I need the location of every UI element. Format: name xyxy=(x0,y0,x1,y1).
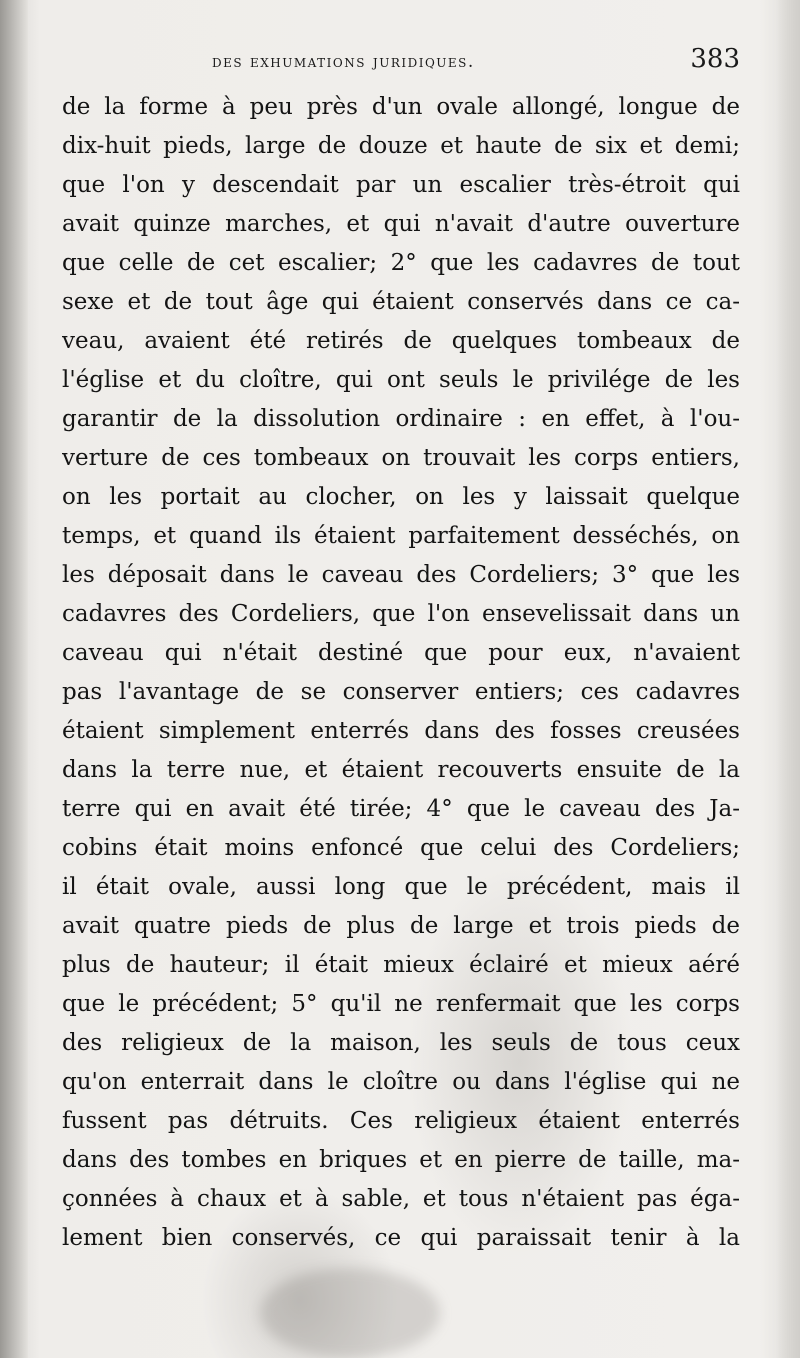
text-line: dans des tombes en briques et en pierre de taille, ma- xyxy=(62,1147,740,1173)
text-line: plus de hauteur; il était mieux éclairé et mieux aéré xyxy=(62,952,740,978)
text-line: l'église et du cloître, qui ont seuls le privilége de les xyxy=(62,367,740,393)
text-line: les déposait dans le caveau des Cordeliers; 3° que les xyxy=(62,562,740,588)
text-line: fussent pas détruits. Ces religieux étaient enterrés xyxy=(62,1108,740,1134)
text-line: de la forme à peu près d'un ovale allongé, longue de xyxy=(62,94,740,120)
text-line: temps, et quand ils étaient parfaitement desséchés, on xyxy=(62,523,740,549)
text-line: cobins était moins enfoncé que celui des Cordeliers; xyxy=(62,835,740,861)
text-line: verture de ces tombeaux on trouvait les corps entiers, xyxy=(62,445,740,471)
page-binding-shadow xyxy=(0,0,28,1358)
page-edge-shadow xyxy=(776,0,800,1358)
text-line: que le précédent; 5° qu'il ne renfermait que les corps xyxy=(62,991,740,1017)
text-line: étaient simplement enterrés dans des fosses creusées xyxy=(62,718,740,744)
text-line: garantir de la dissolution ordinaire : en effet, à l'ou- xyxy=(62,406,740,432)
text-line: que l'on y descendait par un escalier très-étroit qui xyxy=(62,172,740,198)
text-line: çonnées à chaux et à sable, et tous n'étaient pas éga- xyxy=(62,1186,740,1212)
text-line: lement bien conservés, ce qui paraissait tenir à la xyxy=(62,1225,740,1251)
body-text xyxy=(62,88,740,1258)
text-line: caveau qui n'était destiné que pour eux, n'avaient xyxy=(62,640,740,666)
text-line: on les portait au clocher, on les y laissait quelque xyxy=(62,484,740,510)
running-title: des exhumations juridiques. xyxy=(212,52,475,72)
text-line: sexe et de tout âge qui étaient conservés dans ce ca- xyxy=(62,289,740,315)
text-line: veau, avaient été retirés de quelques tombeaux de xyxy=(62,328,740,354)
text-line: terre qui en avait été tirée; 4° que le caveau des Ja- xyxy=(62,796,740,822)
text-line: cadavres des Cordeliers, que l'on ensevelissait dans un xyxy=(62,601,740,627)
paper-stain xyxy=(260,1268,440,1358)
text-line: avait quinze marches, et qui n'avait d'autre ouverture xyxy=(62,211,740,237)
text-line: dans la terre nue, et étaient recouverts ensuite de la xyxy=(62,757,740,783)
text-line: il était ovale, aussi long que le précédent, mais il xyxy=(62,874,740,900)
text-line: pas l'avantage de se conserver entiers; ces cadavres xyxy=(62,679,740,705)
text-line: des religieux de la maison, les seuls de tous ceux xyxy=(62,1030,740,1056)
text-line: avait quatre pieds de plus de large et trois pieds de xyxy=(62,913,740,939)
page-header xyxy=(62,44,740,80)
text-line: que celle de cet escalier; 2° que les cadavres de tout xyxy=(62,250,740,276)
page-number: 383 xyxy=(690,44,740,74)
text-line: dix-huit pieds, large de douze et haute de six et demi; xyxy=(62,133,740,159)
text-line: qu'on enterrait dans le cloître ou dans l'église qui ne xyxy=(62,1069,740,1095)
